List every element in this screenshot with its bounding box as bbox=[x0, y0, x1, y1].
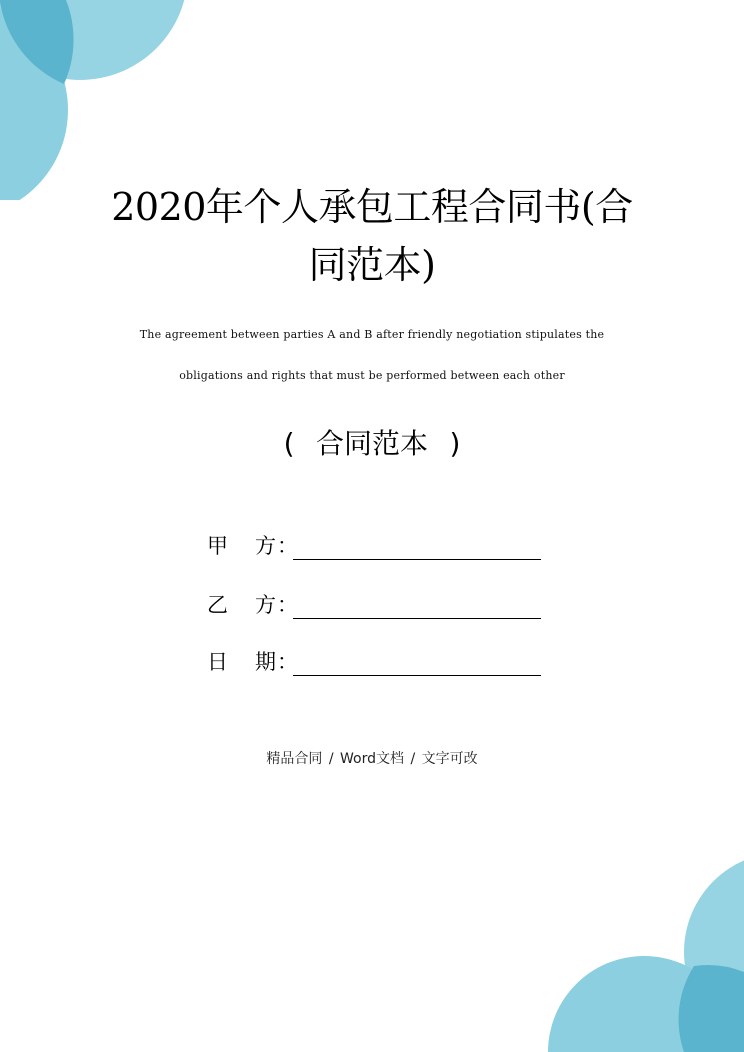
corner-decoration-top-left bbox=[0, 0, 190, 200]
field-label-char-1: 日 bbox=[207, 650, 228, 674]
title-line-1: 2020年个人承包工程合同书(合 bbox=[111, 185, 633, 229]
contract-type-label: 合同范本 bbox=[315, 427, 428, 460]
document-title bbox=[0, 178, 744, 294]
title-line-2: 同范本) bbox=[308, 243, 436, 287]
subtitle-line-2: obligations and rights that must be performed between each other bbox=[179, 369, 565, 382]
subtitle-line-1: The agreement between parties A and B after friendly negotiation stipulates the bbox=[139, 328, 605, 341]
contract-type-heading bbox=[0, 424, 744, 464]
field-label-char-2: 方 bbox=[255, 534, 276, 558]
field-label-char-2: 期 bbox=[255, 650, 276, 674]
field-label-char-1: 甲 bbox=[207, 534, 228, 558]
close-paren: ) bbox=[449, 427, 461, 460]
field-colon: ： bbox=[277, 534, 298, 558]
date-field bbox=[207, 646, 541, 676]
party-b-field bbox=[207, 589, 541, 619]
party-a-blank-line[interactable] bbox=[293, 535, 541, 560]
corner-decoration-bottom-right bbox=[544, 852, 744, 1052]
field-colon: ： bbox=[277, 593, 298, 617]
deco-circle-overlap bbox=[679, 965, 744, 1052]
footer-note: 精品合同 / Word文档 / 文字可改 bbox=[266, 751, 478, 767]
field-label-char-2: 方 bbox=[255, 593, 276, 617]
field-colon: ： bbox=[277, 650, 298, 674]
date-blank-line[interactable] bbox=[293, 651, 541, 676]
open-paren: ( bbox=[283, 427, 295, 460]
field-label-char-1: 乙 bbox=[207, 593, 228, 617]
party-b-blank-line[interactable] bbox=[293, 594, 541, 619]
party-a-field bbox=[207, 530, 541, 560]
